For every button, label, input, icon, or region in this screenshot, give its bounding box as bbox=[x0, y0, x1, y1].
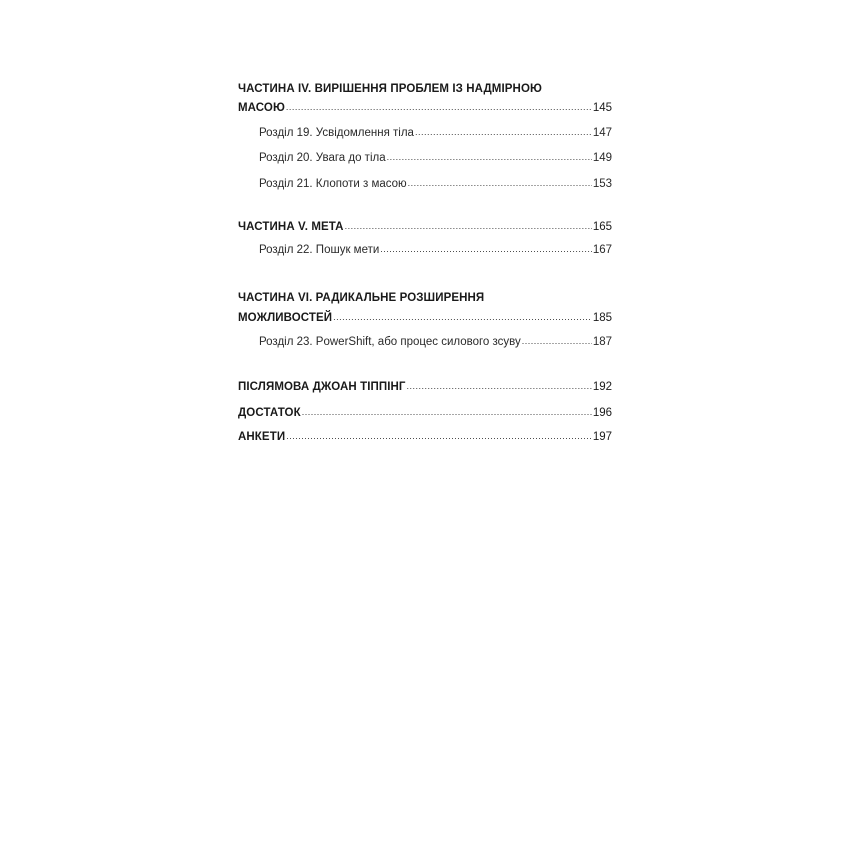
page-number: 196 bbox=[592, 407, 612, 419]
questionnaires-title: АНКЕТИ bbox=[238, 431, 286, 443]
chapter-label: Розділ 22. Пошук мети bbox=[259, 244, 380, 256]
part-6-title-line1: ЧАСТИНА VI. РАДИКАЛЬНЕ РОЗШИРЕННЯ bbox=[238, 292, 485, 304]
dot-leader bbox=[407, 374, 592, 398]
page-number: 147 bbox=[592, 127, 612, 139]
dot-leader bbox=[333, 308, 592, 327]
dot-leader bbox=[286, 424, 592, 448]
page-number: 187 bbox=[592, 336, 612, 348]
dot-leader bbox=[387, 145, 592, 170]
afterword-title: ПІСЛЯМОВА ДЖОАН ТІППІНГ bbox=[238, 381, 406, 393]
part-6-entry[interactable] bbox=[238, 287, 612, 328]
appendix-title: ДОСТАТОК bbox=[238, 407, 301, 419]
chapter-22-entry[interactable] bbox=[238, 238, 612, 263]
dot-leader bbox=[408, 171, 592, 196]
part-5-entry[interactable] bbox=[238, 218, 612, 237]
appendix-entry[interactable] bbox=[238, 401, 612, 425]
page-number: 167 bbox=[592, 244, 612, 256]
page-number: 165 bbox=[592, 221, 612, 233]
afterword-entry[interactable] bbox=[238, 375, 612, 399]
part-4-title-line1: ЧАСТИНА IV. ВИРІШЕННЯ ПРОБЛЕМ ІЗ НАДМІРНОЮ bbox=[238, 83, 542, 95]
questionnaires-entry[interactable] bbox=[238, 425, 612, 449]
dot-leader bbox=[522, 329, 592, 354]
page-number: 153 bbox=[592, 178, 612, 190]
page-number: 192 bbox=[592, 381, 612, 393]
page-number: 185 bbox=[592, 312, 612, 324]
dot-leader bbox=[415, 120, 592, 145]
chapter-label: Розділ 20. Увага до тіла bbox=[259, 152, 386, 164]
chapter-23-entry[interactable] bbox=[238, 330, 612, 355]
part-4-entry[interactable] bbox=[238, 80, 612, 118]
chapter-20-entry[interactable] bbox=[238, 146, 612, 171]
chapter-19-entry[interactable] bbox=[238, 121, 612, 146]
chapter-21-entry[interactable] bbox=[238, 172, 612, 197]
page-number: 149 bbox=[592, 152, 612, 164]
part-6-title-line2: МОЖЛИВОСТЕЙ bbox=[238, 312, 333, 324]
part-5-title: ЧАСТИНА V. МЕТА bbox=[238, 221, 344, 233]
page-number: 145 bbox=[592, 102, 612, 114]
table-of-contents bbox=[238, 80, 612, 449]
chapter-label: Розділ 23. PowerShift, або процес силового зсуву bbox=[259, 336, 521, 348]
dot-leader bbox=[380, 237, 592, 262]
chapter-label: Розділ 19. Усвідомлення тіла bbox=[259, 127, 414, 139]
dot-leader bbox=[286, 98, 592, 117]
dot-leader bbox=[345, 217, 592, 236]
page-number: 197 bbox=[592, 431, 612, 443]
part-4-title-line2: МАСОЮ bbox=[238, 102, 285, 114]
chapter-label: Розділ 21. Клопоти з масою bbox=[259, 178, 407, 190]
dot-leader bbox=[302, 400, 592, 424]
